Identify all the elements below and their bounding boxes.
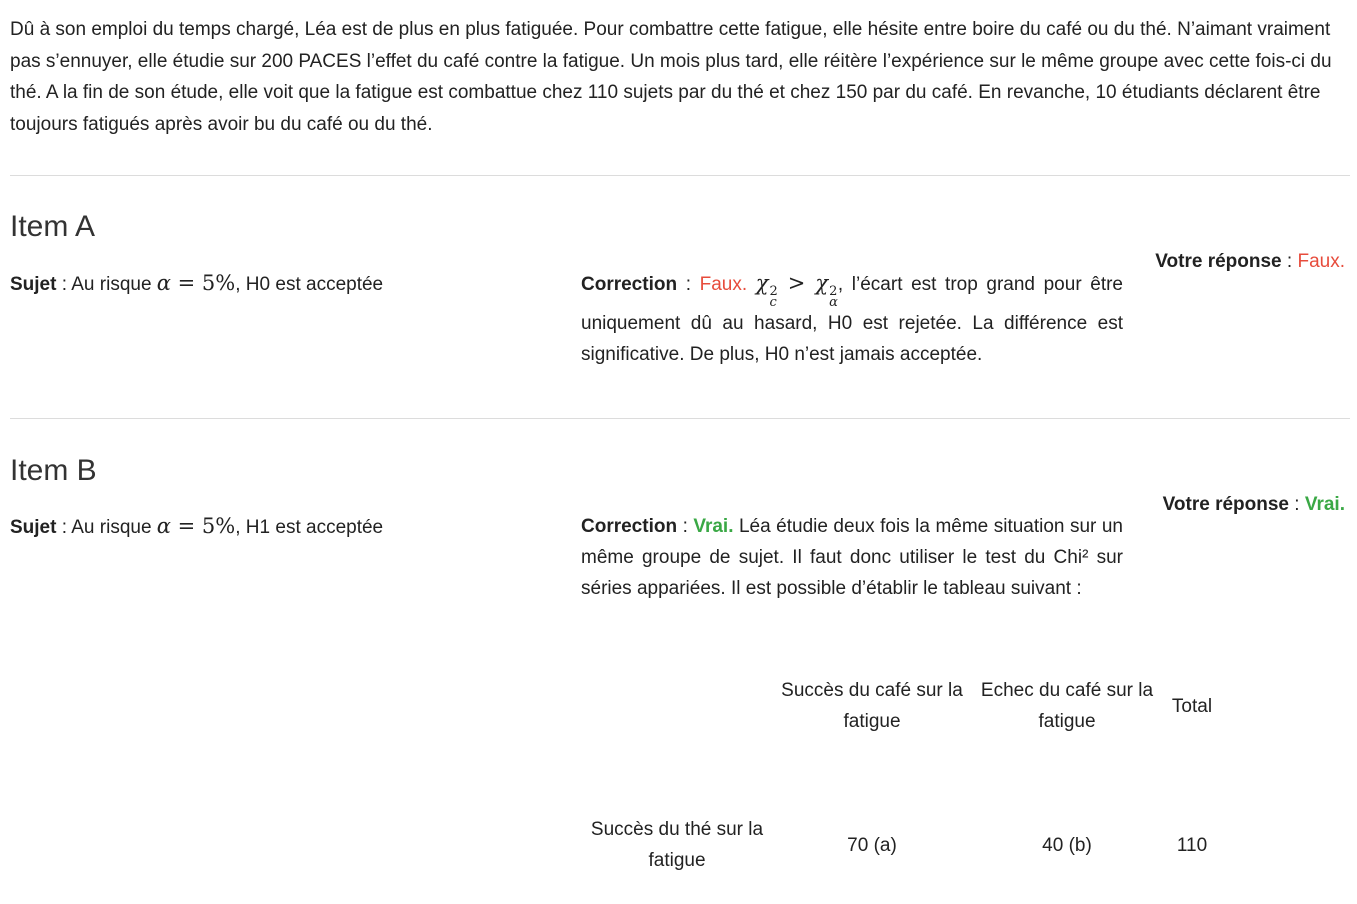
- sujet-text-end: , H0 est acceptée: [235, 274, 384, 295]
- table-cell: 40 (b): [1042, 834, 1092, 856]
- sujet-label: Sujet: [10, 517, 57, 538]
- sujet-math: α = 5%: [156, 514, 236, 538]
- correction-label: Correction: [581, 516, 678, 537]
- table-row: [577, 742, 1217, 904]
- separator: :: [1281, 251, 1298, 272]
- sujet-text-end: , H1 est acceptée: [235, 517, 384, 538]
- correction-verdict: Faux.: [699, 274, 748, 295]
- table-header-cell: Echec du café sur la fatigue: [980, 680, 1154, 732]
- item-a-correction: [581, 268, 1123, 370]
- correction-text: , l’écart est trop grand pour être uniquement dû au hasard, H0 est rejetée. La différence est significative. De plus, H0 n’est jamais acceptée.: [581, 274, 1123, 365]
- separator: :: [677, 516, 694, 537]
- item-b-answer-value: Vrai.: [1304, 494, 1345, 515]
- sujet-label: Sujet: [10, 274, 57, 295]
- item-b-sujet: [10, 511, 383, 543]
- separator: :: [56, 517, 72, 538]
- table-header-row: [577, 670, 1217, 742]
- correction-text: Léa étudie deux fois la même situation sur un même groupe de sujet. Il faut donc utiliser le test du Chi² sur séries appariées. Il est possible d’établir le tableau suivant :: [581, 516, 1123, 599]
- separator: :: [56, 274, 72, 295]
- separator: :: [677, 274, 700, 295]
- item-a-title: Item A: [10, 210, 96, 243]
- contingency-table: [577, 670, 1217, 904]
- divider: [10, 418, 1350, 419]
- divider: [10, 175, 1350, 176]
- table-header-cell: [577, 670, 777, 742]
- item-a-answer: [1155, 247, 1345, 277]
- table-header-cell: Succès du café sur la fatigue: [781, 680, 963, 732]
- item-a-sujet: [10, 268, 383, 300]
- separator: :: [1289, 494, 1305, 515]
- item-b-correction: [581, 511, 1123, 604]
- table-cell: 70 (a): [847, 834, 897, 856]
- sujet-text: Au risque: [71, 274, 157, 295]
- answer-label: Votre réponse: [1162, 494, 1289, 515]
- item-b-title: Item B: [10, 454, 97, 487]
- correction-label: Correction: [581, 274, 678, 295]
- item-b-answer: [1163, 490, 1345, 520]
- sujet-text: Au risque: [71, 517, 157, 538]
- chi-square-formula: χ 2 c > χ 2 α: [755, 271, 838, 310]
- item-a-answer-value: Faux.: [1297, 251, 1345, 272]
- correction-verdict: Vrai.: [693, 516, 734, 537]
- table-cell: Succès du thé sur la fatigue: [590, 819, 764, 871]
- sujet-math: α = 5%: [156, 271, 236, 295]
- table-cell: 110: [1176, 834, 1208, 856]
- table-header-cell: Total: [1171, 695, 1213, 717]
- answer-label: Votre réponse: [1155, 251, 1282, 272]
- problem-statement: Dû à son emploi du temps chargé, Léa est de plus en plus fatiguée. Pour combattre cette fatigue, elle hésite entre boire du café ou du thé. N’aimant vraiment pas s’ennuyer, elle étudie sur 200 PACES l’effet du café contre la fatigue. Un mois plus tard, elle réitère l’expérience sur le même groupe avec cette fois-ci du thé. A la fin de son étude, elle voit que la fatigue est combattue chez 110 sujets par du thé et chez 150 par du café. En revanche, 10 étudiants déclarent être toujours fatigués après avoir bu du café ou du thé.: [10, 19, 1332, 135]
